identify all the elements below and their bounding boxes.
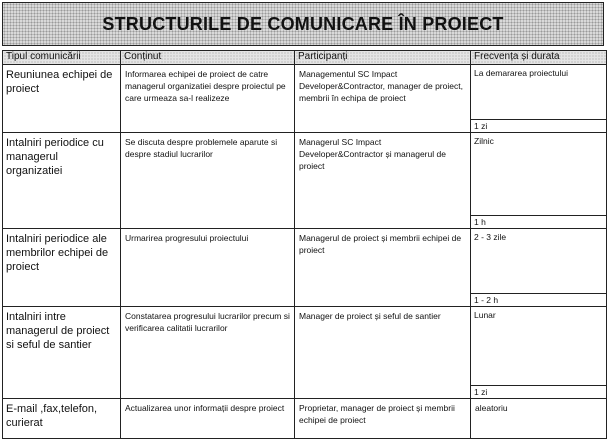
cell-participants: Manager de proiect și seful de santier <box>295 307 471 399</box>
table-header-row <box>3 51 607 65</box>
cell-content: Actualizarea unor informații despre proiect <box>121 399 295 439</box>
cell-participants: Managerul de proiect și membrii echipei de proiect <box>295 229 471 307</box>
frequency-value: Lunar <box>474 310 496 320</box>
table-row <box>3 133 607 229</box>
cell-type: Intalniri intre managerul de proiect si seful de santier <box>3 307 121 399</box>
cell-content: Informarea echipei de proiect de catre managerul organizatiei despre proiectul pe care urmeaza sa-l realizeze <box>121 65 295 133</box>
cell-frequency <box>471 65 607 133</box>
cell-frequency <box>471 229 607 307</box>
duration-value: 1 zi <box>471 119 606 132</box>
cell-type: Intalniri periodice ale membrilor echipei de proiect <box>3 229 121 307</box>
duration-value: 1 zi <box>471 385 606 398</box>
cell-type: E-mail ,fax,telefon, curierat <box>3 399 121 439</box>
cell-participants: Proprietar, manager de proiect și membrii echipei de proiect <box>295 399 471 439</box>
cell-type: Reuniunea echipei de proiect <box>3 65 121 133</box>
table-row <box>3 65 607 133</box>
table-row <box>3 229 607 307</box>
header-frequency: Frecvența și durata <box>471 51 607 65</box>
frequency-value: Zilnic <box>474 136 494 146</box>
table-row <box>3 399 607 439</box>
cell-content: Se discuta despre problemele aparute si despre stadiul lucrarilor <box>121 133 295 229</box>
page-title: STRUCTURILE DE COMUNICARE ÎN PROIECT <box>102 13 504 34</box>
communication-table <box>2 50 607 439</box>
header-content: Conținut <box>121 51 295 65</box>
cell-participants: Managementul SC Impact Developer&Contractor, manager de proiect, membrii în echipa de proiect <box>295 65 471 133</box>
frequency-value: La demararea proiectului <box>474 68 569 78</box>
table-row <box>3 307 607 399</box>
cell-type: Intalniri periodice cu managerul organizatiei <box>3 133 121 229</box>
cell-content: Constatarea progresului lucrarilor precum si verificarea calitatii lucrarilor <box>121 307 295 399</box>
cell-frequency: aleatoriu <box>471 399 607 439</box>
cell-participants: Managerul SC Impact Developer&Contractor și managerul de proiect <box>295 133 471 229</box>
duration-value: 1 - 2 h <box>471 293 606 306</box>
header-participants: Participanți <box>295 51 471 65</box>
cell-frequency <box>471 307 607 399</box>
duration-value: 1 h <box>471 215 606 228</box>
cell-frequency <box>471 133 607 229</box>
header-type: Tipul comunicării <box>3 51 121 65</box>
title-banner <box>2 2 604 46</box>
cell-content: Urmarirea progresului proiectului <box>121 229 295 307</box>
frequency-value: 2 - 3 zile <box>474 232 507 242</box>
